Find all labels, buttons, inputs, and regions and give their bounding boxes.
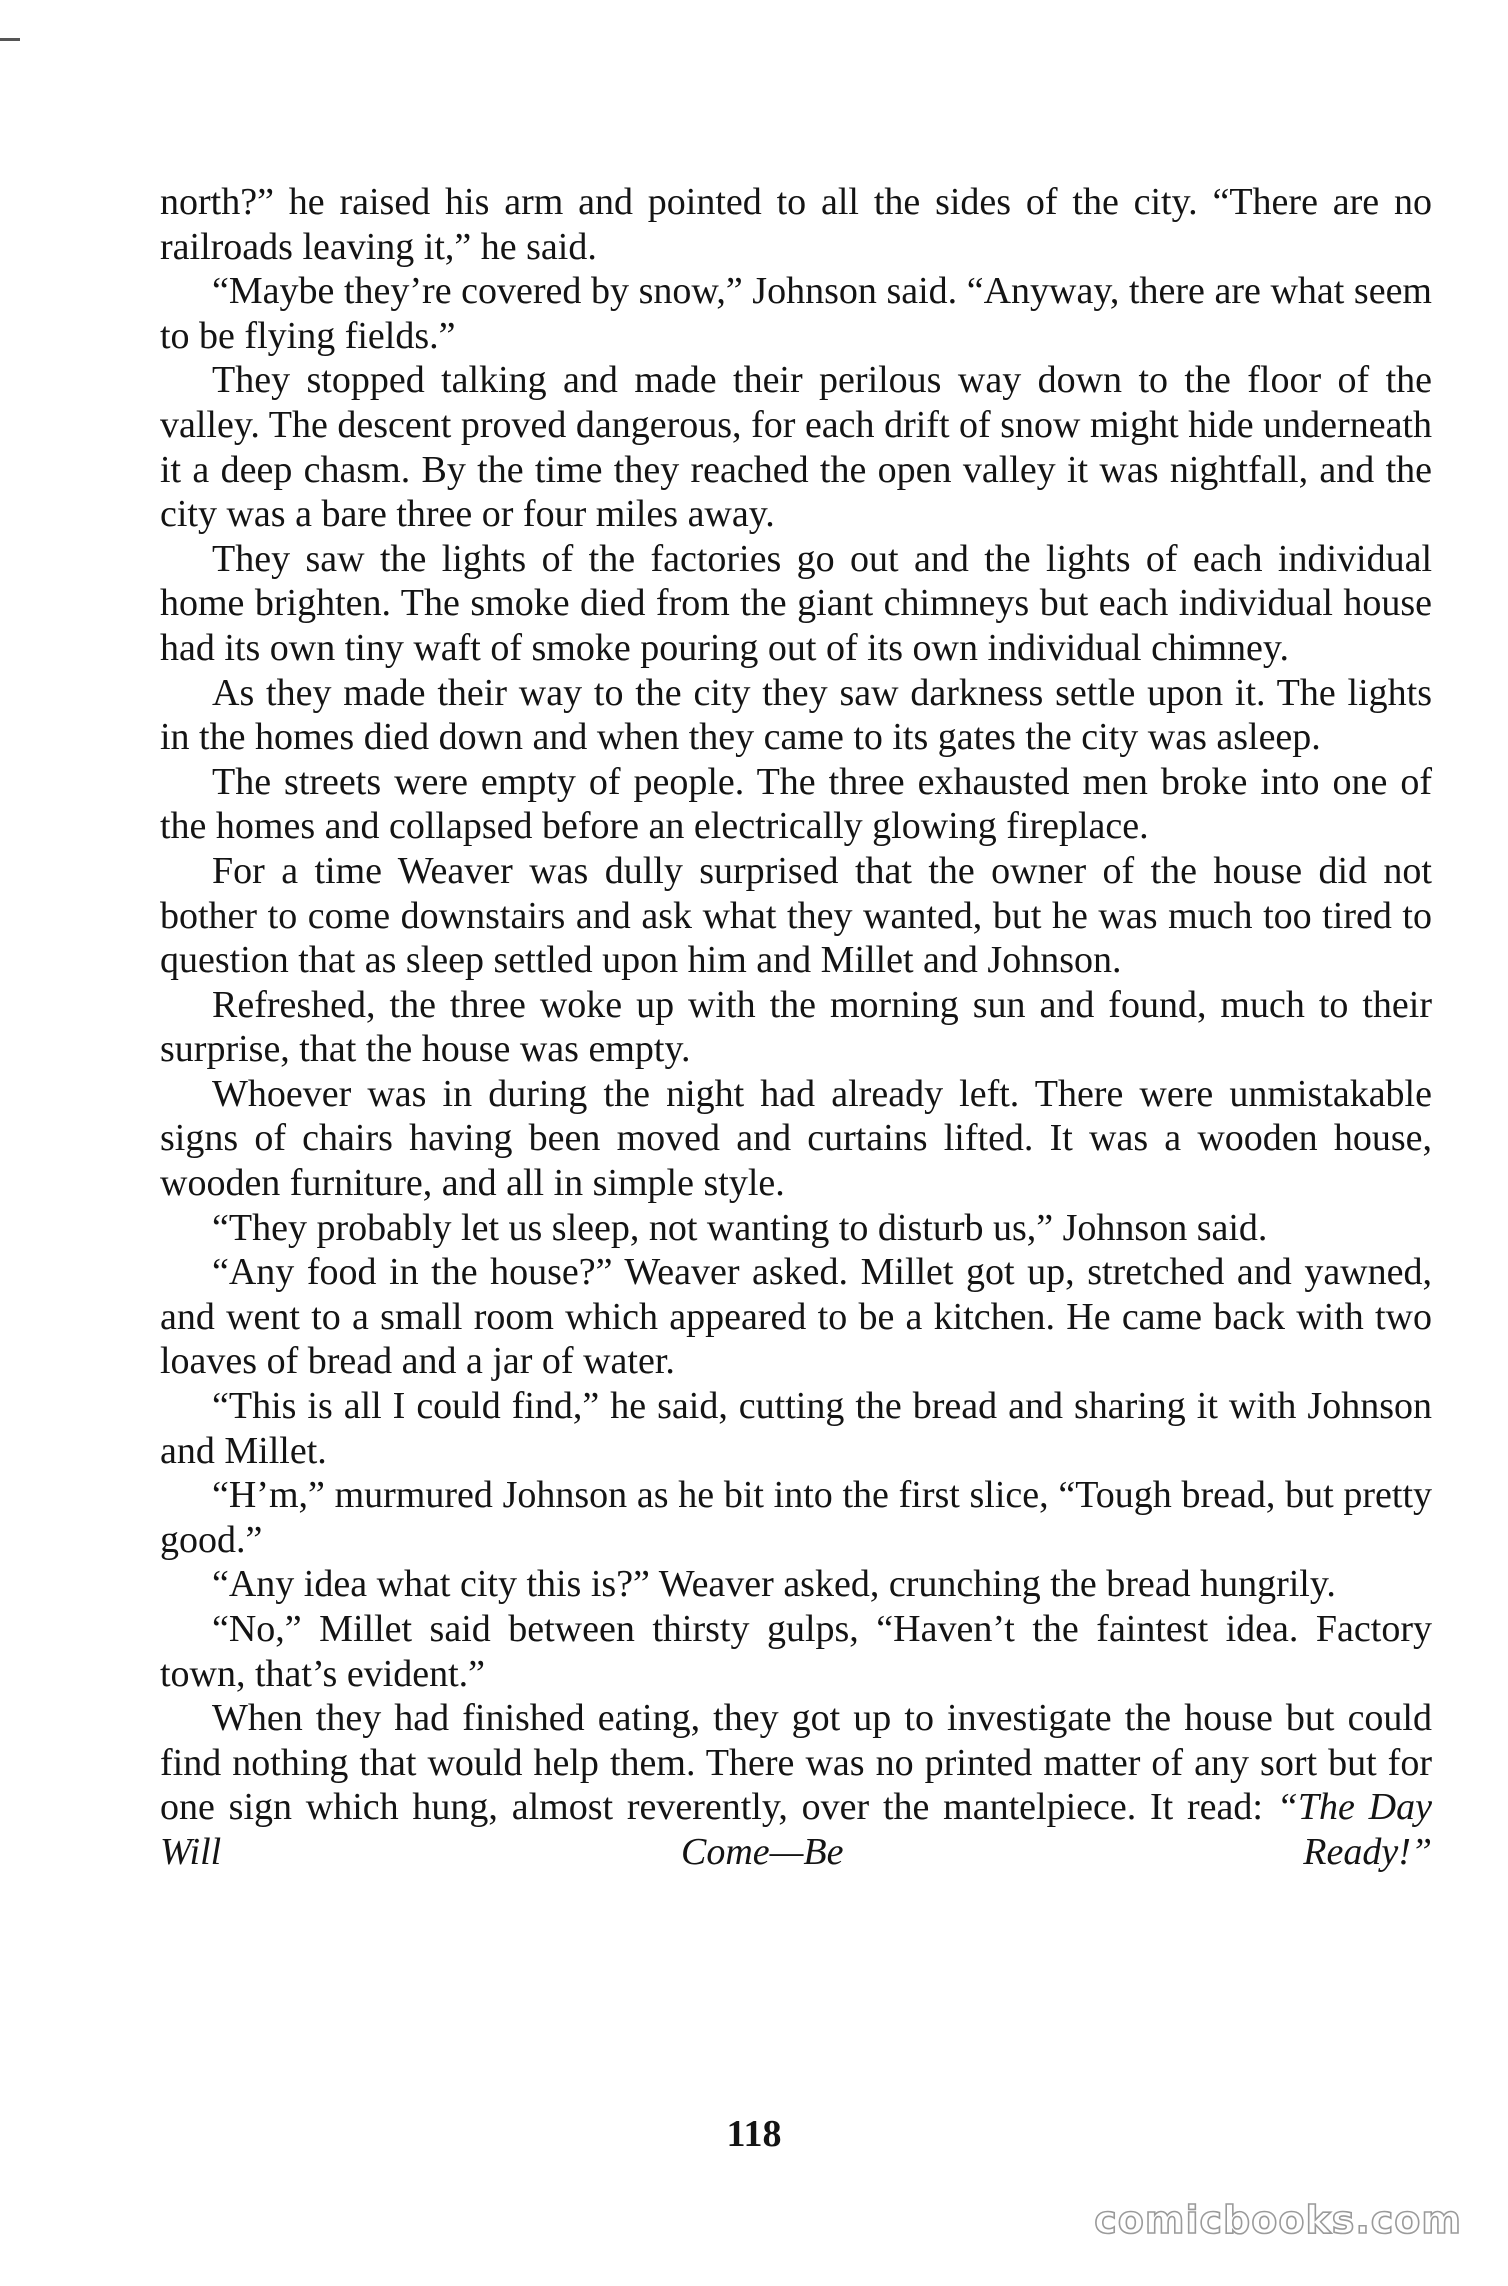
paragraph: As they made their way to the city they saw darkness settle upon it. The lights in the homes died down and when they came to its gates the city was asleep. bbox=[160, 671, 1432, 759]
paragraph: “Any food in the house?” Weaver asked. Millet got up, stretched and yawned, and went to a small room which appeared to be a kitchen. He came back with two loaves of bread and a jar of water. bbox=[160, 1251, 1432, 1383]
book-page-text bbox=[160, 180, 1432, 1875]
paragraph: “They probably let us sleep, not wanting to disturb us,” Johnson said. bbox=[212, 1206, 1268, 1249]
sign-quote: “The Day Will Come—Be Ready!” bbox=[160, 1786, 1432, 1873]
paragraph: Whoever was in during the night had already left. There were unmistakable signs of chairs having been moved and curtains lifted. It was a wooden house, wooden furniture, and all in simple style. bbox=[160, 1072, 1432, 1205]
paragraph: Refreshed, the three woke up with the morning sun and found, much to their surprise, that the house was empty. bbox=[160, 983, 1432, 1071]
paragraph: “Maybe they’re covered by snow,” Johnson said. “Anyway, there are what seem to be flying fields.” bbox=[160, 270, 1432, 357]
final-paragraph-text: When they had finished eating, they got up to investigate the house but could find nothing that would help them. There was no printed matter of any sort but for one sign which hung, almost reverently, over the mantelpiece. It read: bbox=[160, 1697, 1432, 1829]
page-number: 118 bbox=[726, 2113, 782, 2155]
watermark-logo: comicbooks.com bbox=[1094, 2198, 1462, 2242]
paragraph: north?” he raised his arm and pointed to all the sides of the city. “There are no railroads leaving it,” he said. bbox=[160, 181, 1432, 268]
scan-edge-mark bbox=[0, 38, 20, 41]
paragraph: They stopped talking and made their perilous way down to the floor of the valley. The descent proved dangerous, for each drift of snow might hide underneath it a deep chasm. By the time they reached the open valley it was nightfall, and the city was a bare three or four miles away. bbox=[160, 359, 1432, 536]
paragraph: They saw the lights of the factories go out and the lights of each individual home brighten. The smoke died from the giant chimneys but each individual house had its own tiny waft of smoke pouring out of its own individual chimney. bbox=[160, 537, 1432, 669]
final-paragraph bbox=[160, 1696, 1432, 1874]
paragraph: “Any idea what city this is?” Weaver asked, crunching the bread hungrily. bbox=[212, 1563, 1336, 1606]
paragraph: “No,” Millet said between thirsty gulps, “Haven’t the faintest idea. Factory town, that’s evident.” bbox=[160, 1608, 1432, 1695]
paragraph: The streets were empty of people. The three exhausted men broke into one of the homes and collapsed before an electrically glowing fireplace. bbox=[160, 760, 1432, 848]
paragraph: “H’m,” murmured Johnson as he bit into the first slice, “Tough bread, but pretty good.” bbox=[160, 1474, 1432, 1561]
paragraph: For a time Weaver was dully surprised that the owner of the house did not bother to come downstairs and ask what they wanted, but he was much too tired to question that as sleep settled upon him and Millet and Johnson. bbox=[160, 849, 1432, 982]
paragraph: “This is all I could find,” he said, cutting the bread and sharing it with Johnson and Millet. bbox=[160, 1385, 1432, 1472]
